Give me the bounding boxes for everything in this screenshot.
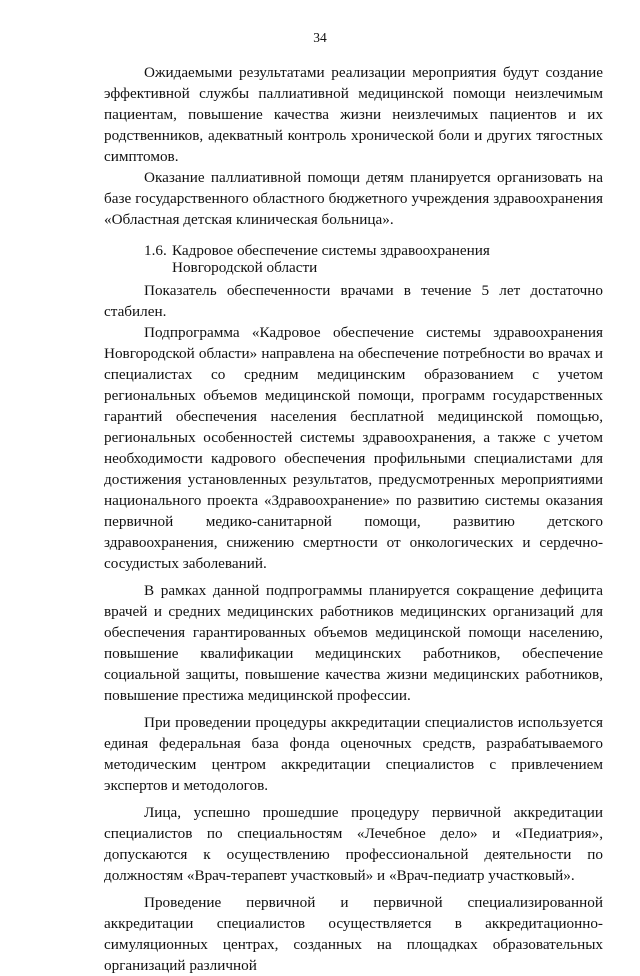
paragraph-accreditation-procedure: При проведении процедуры аккредитации специалистов используется единая федеральная база фонда оценочных средств, разрабатываемого методическим центром аккредитации специалистов с привлечением экспертов и методологов.	[104, 714, 603, 794]
paragraph-primary-accreditation: Лица, успешно прошедшие процедуру первичной аккредитации специалистов по специальностям «Лечебное дело» и «Педиатрия», допускаются к осуществлению профессиональной деятельности по должностям «Врач-терапевт участковый» и «Врач-педиатр участковый».	[104, 804, 603, 884]
section-number: 1.6.	[144, 242, 167, 259]
section-title: Кадровое обеспечение системы здравоохранения Новгородской области	[172, 242, 490, 276]
page-number: 34	[313, 30, 327, 45]
paragraph-expected-results: Ожидаемыми результатами реализации мероприятия будут создание эффективной службы паллиативной медицинской помощи неизлечимым пациентам, повышение качества жизни неизлечимых пациентов и их родственников, адекватный контроль хронической боли и других тягостных симптомов.	[104, 64, 603, 165]
section-heading	[104, 242, 603, 276]
paragraph-deficit-reduction: В рамках данной подпрограммы планируется сокращение дефицита врачей и средних медицинских работников медицинских организаций для обеспечения гарантированных объемов медицинской помощи населению, повышение квалификации медицинских работников, обеспечение социальной защиты, повышение качества жизни медицинских работников, повышение престижа медицинской профессии.	[104, 582, 603, 704]
document-body	[104, 62, 603, 976]
paragraph-pediatric-palliative-care: Оказание паллиативной помощи детям планируется организовать на базе государственного областного бюджетного учреждения здравоохранения «Областная детская клиническая больница».	[104, 169, 603, 228]
paragraph-subprogram-description: Подпрограмма «Кадровое обеспечение системы здравоохранения Новгородской области» направлена на обеспечение потребности во врачах и специалистах со средним медицинским образованием с учетом региональных объемов медицинской помощи, программ государственных гарантий обеспечения населения бесплатной медицинской помощью, региональных особенностей системы здравоохранения, а также с учетом необходимости кадрового обеспечения профильными специалистами для достижения установленных результатов, предусмотренных мероприятиями национального проекта «Здравоохранение» по развитию системы оказания первичной медико-санитарной помощи, развитию детского здравоохранения, снижению смертности от онкологических и сердечно-сосудистых заболеваний.	[104, 324, 603, 572]
paragraph-accreditation-centers: Проведение первичной и первичной специализированной аккредитации специалистов осуществляется в аккредитационно-симуляционных центрах, созданных на площадках образовательных организаций различной	[104, 894, 603, 974]
paragraph-doctor-staffing-indicator: Показатель обеспеченности врачами в течение 5 лет достаточно стабилен.	[104, 282, 603, 320]
